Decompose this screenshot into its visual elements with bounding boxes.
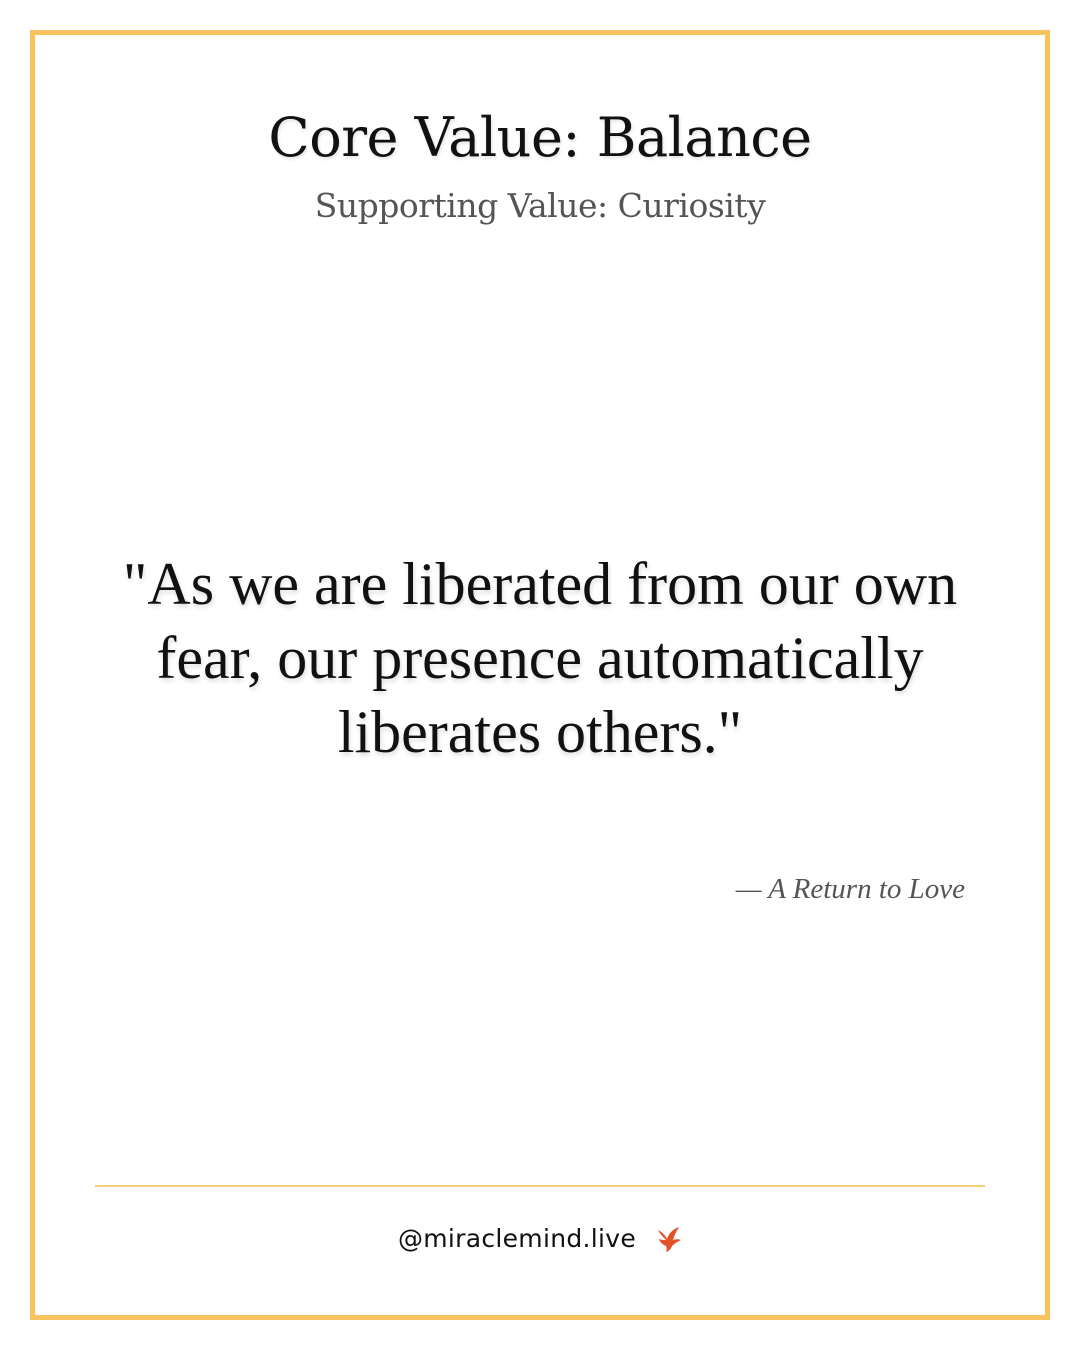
quote-card — [30, 30, 1050, 1320]
page-title: Core Value: Balance — [268, 106, 812, 169]
quote-attribution: — A Return to Love — [735, 873, 965, 905]
quote-text: "As we are liberated from our own fear, our presence automatically liberates others." — [122, 551, 958, 765]
social-handle-link[interactable]: @miraclemind.live — [397, 1224, 637, 1253]
footer — [35, 1219, 1045, 1259]
page-subtitle: Supporting Value: Curiosity — [314, 186, 766, 225]
bird-icon — [654, 1224, 682, 1254]
footer-divider — [95, 1185, 985, 1187]
